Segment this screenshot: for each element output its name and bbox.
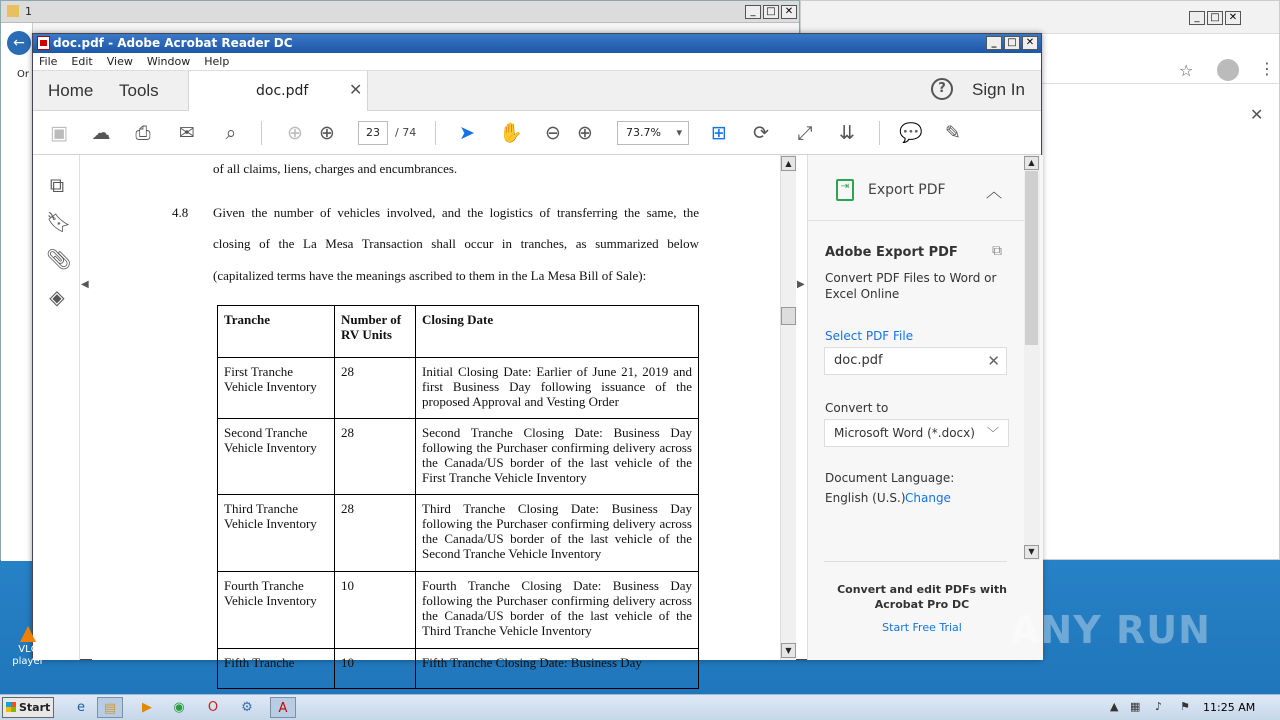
change-language-link[interactable]: Change	[905, 491, 951, 505]
menu-file[interactable]: File	[39, 55, 58, 68]
scrollbar-thumb[interactable]	[781, 307, 796, 325]
vlc-desktop-icon[interactable]	[8, 626, 48, 668]
acrobat-taskbar-icon[interactable]: A	[270, 697, 296, 718]
previous-page-icon[interactable]: ⊕	[287, 122, 303, 144]
close-button[interactable]: ✕	[1022, 36, 1038, 50]
table-cell: Second Tranche Vehicle Inventory	[218, 419, 335, 495]
table-cell: Fifth Tranche Closing Date: Business Day	[416, 649, 699, 689]
taskbar	[0, 694, 1280, 720]
system-tool-icon[interactable]: ⚙	[241, 700, 253, 715]
explorer-icon[interactable]: ▤	[97, 697, 123, 718]
acrobat-titlebar	[33, 34, 1041, 53]
table-header: Tranche	[218, 306, 335, 358]
anyrun-watermark: ANY RUN	[1010, 608, 1211, 652]
ie-icon[interactable]: e	[77, 700, 85, 715]
scroll-mode-icon[interactable]: ⇊	[839, 122, 855, 144]
table-cell: 28	[335, 419, 416, 495]
back-arrow-icon[interactable]: ←	[7, 31, 31, 55]
table-cell: Fourth Tranche Vehicle Inventory	[218, 572, 335, 649]
background-sidebar	[1, 23, 33, 561]
menu-edit[interactable]: Edit	[71, 55, 93, 68]
page-total: / 74	[395, 126, 417, 139]
export-pdf-icon: ⇥	[836, 179, 854, 201]
start-button[interactable]: Start	[2, 697, 54, 718]
copy-icon[interactable]: ⧉	[992, 243, 1002, 259]
browser-titlebar	[801, 1, 1279, 34]
clear-file-icon[interactable]: ✕	[987, 352, 1000, 370]
scroll-down-icon[interactable]: ▼	[781, 643, 796, 658]
collapse-left-arrow-icon[interactable]: ◀	[81, 279, 89, 290]
selected-file-name: doc.pdf	[834, 353, 883, 368]
menu-help[interactable]: Help	[204, 55, 230, 68]
document-language-value: English (U.S.)	[825, 491, 906, 505]
table-cell: First Tranche Vehicle Inventory	[218, 358, 335, 419]
vlc-label: VLC player	[12, 644, 44, 667]
document-line: Given the number of vehicles involved, and the logistics of transferring the same, the	[213, 205, 699, 220]
email-icon[interactable]: ✉	[179, 122, 195, 144]
maximize-button[interactable]: □	[1004, 36, 1020, 50]
table-row	[218, 495, 699, 572]
search-icon[interactable]: ⌕	[225, 122, 237, 144]
sign-pen-icon[interactable]: ✎	[945, 122, 961, 144]
panel-title: Adobe Export PDF	[825, 245, 958, 260]
profile-icon[interactable]	[1217, 59, 1239, 81]
tab-bar	[33, 71, 1041, 111]
help-icon[interactable]: ?	[931, 78, 953, 100]
table-cell: 10	[335, 649, 416, 689]
zoom-in-icon[interactable]: ⊕	[577, 122, 593, 144]
panel-description: Convert PDF Files to Word or Excel Online	[825, 271, 997, 301]
select-pdf-file-link[interactable]: Select PDF File	[825, 329, 914, 343]
chrome-icon[interactable]: ◉	[173, 700, 185, 715]
minimize-button[interactable]: _	[986, 36, 1002, 50]
tab-home[interactable]: Home	[48, 81, 94, 100]
table-cell: Third Tranche Closing Date: Business Day following the Purchaser confirming delivery across the Canada/US border of the last vehicle of the Second Tranche Vehicle Inventory	[416, 495, 699, 572]
left-navigation-rail	[33, 155, 80, 660]
page-number-input[interactable]: 23	[358, 121, 388, 145]
document-language-label: Document Language:	[825, 471, 955, 485]
hand-tool-icon[interactable]: ✋	[499, 122, 523, 144]
window-title: doc.pdf - Adobe Acrobat Reader DC	[53, 36, 293, 50]
chevron-up-icon[interactable]: ︿	[986, 182, 1003, 201]
background-titlebar	[1, 1, 799, 23]
document-line: (capitalized terms have the meanings ascribed to them in the La Mesa Bill of Sale):	[213, 268, 647, 283]
document-scrollbar[interactable]	[780, 155, 796, 660]
background-window-title: 1	[25, 5, 32, 18]
table-cell: Second Tranche Closing Date: Business Day following the Purchaser confirming delivery across the Canada/US border of the last vehicle of the First Tranche Vehicle Inventory	[416, 419, 699, 495]
sign-in-link[interactable]: Sign In	[972, 80, 1025, 99]
browser-tab-label: Or	[17, 69, 29, 80]
format-select[interactable]	[824, 419, 1009, 447]
comment-icon[interactable]: 💬	[899, 122, 923, 144]
volume-icon[interactable]: ♪	[1155, 700, 1163, 713]
save-icon[interactable]: ▣	[50, 122, 68, 144]
background-window-controls[interactable]: _ □ ✕	[745, 5, 797, 19]
acrobat-window-controls[interactable]	[986, 36, 1038, 50]
zoom-select[interactable]: 73.7% ▾	[617, 121, 689, 145]
panel-divider	[824, 561, 1007, 562]
table-cell: Fourth Tranche Closing Date: Business Day following the Purchaser confirming delivery across the Canada/US border of the last vehicle of the Third Tranche Vehicle Inventory	[416, 572, 699, 649]
document-tab-label: doc.pdf	[256, 83, 309, 99]
panel-scrollbar-thumb[interactable]	[1025, 171, 1038, 345]
next-page-icon[interactable]: ⊕	[319, 122, 335, 144]
tab-document[interactable]	[188, 71, 368, 111]
chevron-down-icon: ﹀	[986, 426, 999, 440]
zoom-out-icon[interactable]: ⊖	[545, 122, 561, 144]
toolbar	[33, 111, 1041, 155]
flag-icon[interactable]: ⚑	[1180, 700, 1190, 713]
scroll-up-icon[interactable]: ▲	[781, 156, 796, 171]
browser-window-controls[interactable]: _ □ ✕	[1189, 11, 1241, 25]
panel-scroll-up-icon[interactable]: ▲	[1024, 156, 1039, 170]
page-layout-icon[interactable]: ⊞	[711, 122, 727, 144]
upload-cloud-icon[interactable]: ☁	[91, 122, 111, 144]
table-row	[218, 649, 699, 689]
fullscreen-icon[interactable]: ⤢	[797, 122, 813, 144]
selected-file-field[interactable]	[824, 347, 1007, 375]
page-thumbnails-icon[interactable]: ⧉	[49, 173, 65, 197]
table-row	[218, 419, 699, 495]
table-cell: Fifth Tranche	[218, 649, 335, 689]
table-cell: Initial Closing Date: Earlier of June 21, 2019 and first Business Day following issuance of the proposed Approval and Vesting Order	[416, 358, 699, 419]
more-menu-icon[interactable]: ⋮	[1259, 59, 1275, 78]
close-infobar-icon[interactable]: ✕	[1250, 105, 1264, 124]
close-tab-icon[interactable]: ✕	[349, 80, 363, 99]
tray-expand-icon[interactable]: ▲	[1110, 700, 1119, 713]
tranche-table	[217, 305, 699, 689]
table-cell: 28	[335, 358, 416, 419]
table-cell: 10	[335, 572, 416, 649]
tab-tools[interactable]: Tools	[119, 81, 159, 100]
promo-text: Convert and edit PDFs with Acrobat Pro DC	[837, 583, 1007, 611]
bookmark-icon[interactable]: 🔖︎	[46, 210, 72, 234]
export-pdf-label: Export PDF	[868, 182, 946, 198]
menu-bar	[33, 53, 1041, 71]
attachment-icon[interactable]: 📎︎	[46, 247, 72, 271]
media-player-icon[interactable]: ▶	[142, 700, 152, 715]
start-free-trial-link[interactable]: Start Free Trial	[882, 621, 962, 634]
document-line: of all claims, liens, charges and encumbrances.	[213, 161, 458, 176]
table-cell: Third Tranche Vehicle Inventory	[218, 495, 335, 572]
table-row	[218, 358, 699, 419]
menu-view[interactable]: View	[106, 55, 133, 68]
table-header: Closing Date	[416, 306, 699, 358]
export-pdf-panel	[807, 155, 1043, 660]
panel-scroll-down-icon[interactable]: ▼	[1024, 545, 1039, 559]
document-line: closing of the La Mesa Transaction shall occur in tranches, as summarized below	[213, 236, 699, 251]
layers-icon[interactable]: ◈	[49, 285, 65, 309]
star-icon[interactable]: ☆	[1179, 61, 1194, 80]
print-icon[interactable]: ⎙	[135, 122, 151, 144]
format-selected-value: Microsoft Word (*.docx)	[834, 426, 975, 440]
convert-to-label: Convert to	[825, 401, 889, 415]
pdf-icon	[37, 36, 50, 50]
vlc-cone-icon	[20, 626, 36, 642]
acrobat-window	[32, 33, 1042, 670]
table-row	[218, 572, 699, 649]
table-header: Number of RV Units	[335, 306, 416, 358]
document-page	[92, 155, 780, 670]
export-pdf-header[interactable]	[808, 155, 1024, 221]
menu-window[interactable]: Window	[146, 55, 191, 68]
opera-icon[interactable]: O	[207, 700, 219, 715]
rotate-icon[interactable]: ⟳	[753, 122, 769, 144]
select-cursor-icon[interactable]: ➤	[459, 122, 475, 144]
folder-icon	[7, 5, 19, 17]
panel-scrollbar[interactable]	[1024, 155, 1040, 560]
network-icon[interactable]: ▦	[1130, 700, 1141, 713]
table-cell: 28	[335, 495, 416, 572]
expand-right-arrow-icon[interactable]: ▶	[797, 279, 805, 290]
section-number: 4.8	[172, 205, 189, 220]
table-header-row	[218, 306, 699, 358]
clock: 11:25 AM	[1203, 701, 1256, 714]
